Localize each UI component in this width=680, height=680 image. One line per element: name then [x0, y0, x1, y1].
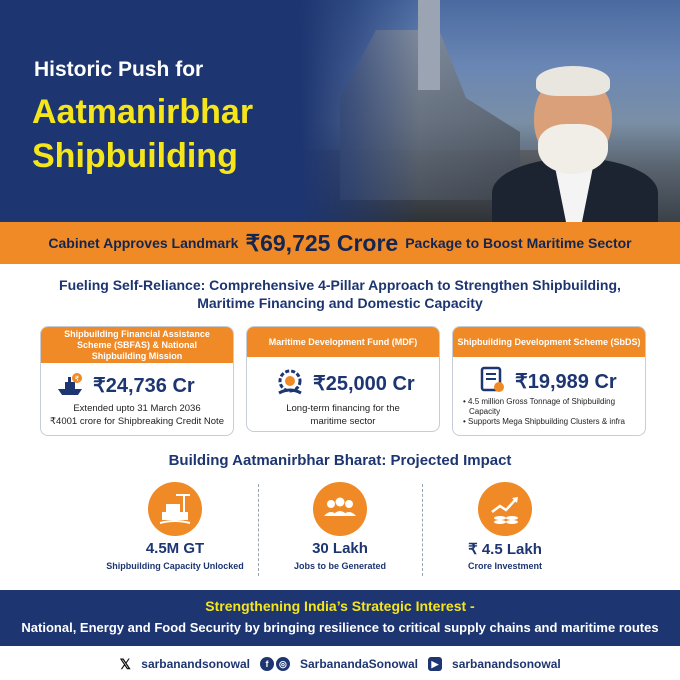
svg-text:₹: ₹ [74, 375, 80, 383]
announcement-banner [0, 222, 680, 264]
card-bullets [463, 397, 641, 427]
impact-label: Jobs to be Generated [293, 561, 387, 571]
footer-title: Strengthening India’s Strategic Interest - [205, 598, 475, 614]
impact-icon-circle [478, 482, 532, 536]
footer-text: National, Energy and Food Security by bringing resilience to critical supply chains and maritime routes [21, 620, 659, 635]
youtube-handle[interactable]: sarbanandsonowal [452, 657, 561, 671]
card-title: Shipbuilding Financial Assistance Scheme (SBFAS) & National Shipbuilding Mission [41, 327, 233, 363]
card-desc-line2: maritime sector [310, 416, 376, 427]
pillars-subtitle-line1: Fueling Self-Reliance: Comprehensive 4-Pillar Approach to Strengthen Shipbuilding, [59, 277, 621, 293]
hero-title-line1: Historic Push for [34, 58, 204, 81]
impact-title: Building Aatmanirbhar Bharat: Projected Impact [168, 452, 512, 469]
banner-suffix: Package to Boost Maritime Sector [405, 235, 632, 251]
pillar-card-sbfas [40, 326, 234, 436]
impact-icon-circle [148, 482, 202, 536]
impact-value: 30 Lakh [312, 540, 368, 557]
card-desc-line1: Long-term financing for the [286, 403, 400, 414]
bullet-item: • 4.5 million Gross Tonnage of Shipbuilding [463, 397, 616, 406]
fund-gear-icon [275, 367, 305, 397]
bullet-item: • Supports Mega Shipbuilding Clusters & infra [463, 417, 625, 426]
impact-label: Crore Investment [467, 561, 543, 571]
strategic-interest-band [0, 590, 680, 646]
leader-portrait [486, 62, 662, 222]
impact-label: Shipbuilding Capacity Unlocked [106, 561, 244, 571]
instagram-icon[interactable]: ◎ [276, 657, 290, 671]
hero-section [0, 0, 680, 222]
banner-amount: ₹69,725 Crore [245, 229, 399, 256]
pillars-subtitle [0, 276, 680, 312]
impact-value: 4.5M GT [145, 540, 205, 557]
hero-title-line2: Aatmanirbhar [32, 93, 254, 131]
people-icon [313, 482, 367, 536]
card-amount: ₹19,989 Cr [515, 371, 617, 393]
card-amount: ₹24,736 Cr [93, 375, 195, 397]
ship-money-icon [55, 369, 85, 399]
facebook-icon[interactable]: f [260, 657, 274, 671]
pillar-card-mdf [246, 326, 440, 432]
banner-prefix: Cabinet Approves Landmark [48, 235, 239, 251]
bullet-item: Capacity [469, 407, 501, 416]
impact-icon-circle [313, 482, 367, 536]
hero-title-line3: Shipbuilding [32, 137, 238, 175]
certificate-icon [477, 365, 507, 395]
coins-growth-icon [478, 482, 532, 536]
card-title: Shipbuilding Development Scheme (SbDS) [453, 327, 645, 357]
x-icon[interactable]: 𝕏 [119, 655, 131, 672]
pillars-subtitle-line2: Maritime Financing and Domestic Capacity [197, 295, 483, 311]
fb-ig-handle[interactable]: SarbanandaSonowal [299, 657, 419, 671]
pillar-card-sbds [452, 326, 646, 436]
x-handle[interactable]: sarbanandsonowal [141, 657, 250, 671]
card-desc-line1: Extended upto 31 March 2036 [73, 403, 201, 414]
impact-value: ₹ 4.5 Lakh [468, 541, 542, 558]
social-handles [0, 648, 680, 680]
youtube-icon[interactable]: ▶ [428, 657, 442, 671]
card-amount: ₹25,000 Cr [313, 373, 415, 395]
card-desc-line2: ₹4001 crore for Shipbreaking Credit Note [50, 416, 224, 427]
card-title: Maritime Development Fund (MDF) [247, 327, 439, 357]
shipyard-crane-icon [148, 482, 202, 536]
